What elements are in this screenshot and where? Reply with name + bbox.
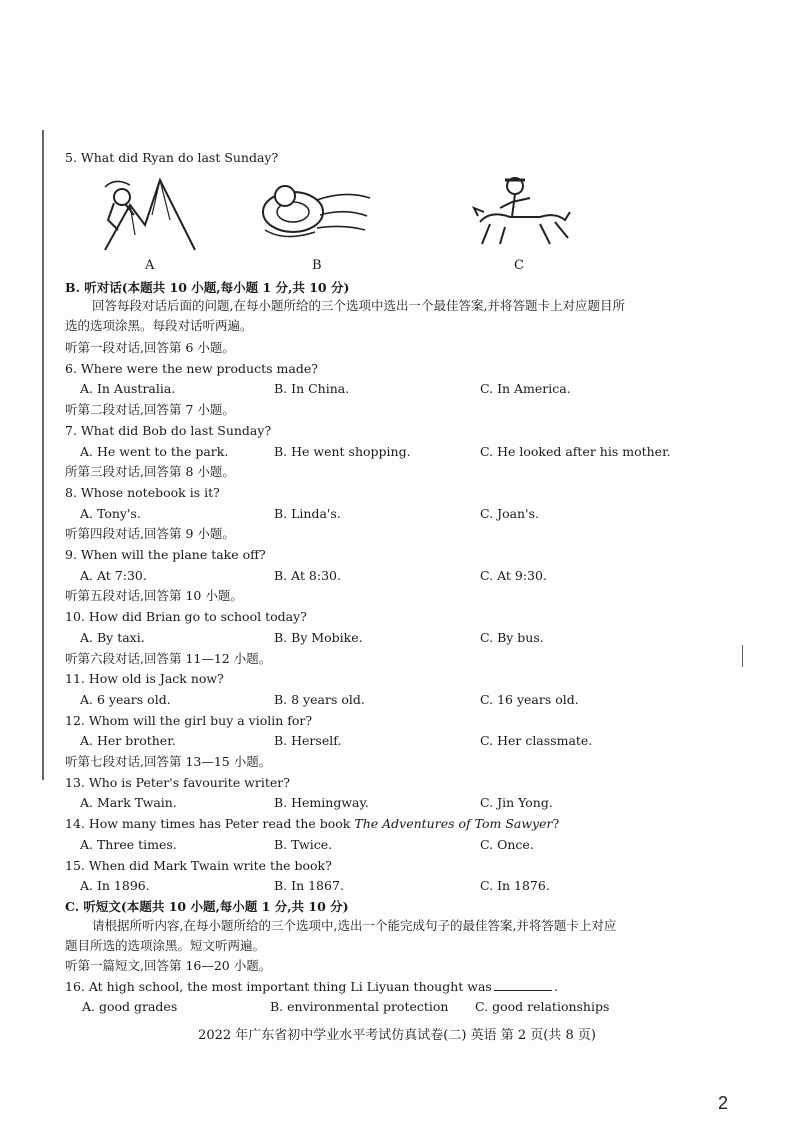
option-a: A. By taxi.: [80, 629, 145, 645]
option-a: A. good grades: [82, 999, 178, 1014]
option-a: A. He went to the park.: [80, 443, 229, 459]
option-a: A. Her brother.: [80, 733, 176, 749]
option-b: B. Linda's.: [274, 505, 341, 521]
option-c: C. 16 years old.: [480, 691, 579, 707]
option-b: B. Twice.: [274, 836, 333, 852]
section-c-heading: C. 听短文(本题共 10 小题,每小题 1 分,共 10 分): [65, 899, 349, 914]
question-14-text: 14. How many times has Peter read the book: [65, 816, 355, 832]
option-c: C. Joan's.: [480, 505, 539, 521]
option-a: A. In 1896.: [80, 878, 150, 894]
picture-label-b: B: [312, 258, 322, 273]
answer-blank: [494, 979, 552, 991]
direction-text: 听第六段对话,回答第 11—12 小题。: [65, 650, 272, 666]
option-b: B. In China.: [274, 381, 350, 397]
direction-text: 听第五段对话,回答第 10 小题。: [65, 588, 243, 604]
option-b: B. He went shopping.: [274, 443, 411, 459]
question-16-text: 16. At high school, the most important thing Li Liyuan thought was: [65, 979, 492, 994]
climbing-mountain-icon: [100, 175, 200, 255]
picture-label-c: C: [514, 258, 524, 273]
option-a: A. In Australia.: [80, 381, 176, 397]
direction-text: 听第一段对话,回答第 6 小题。: [65, 340, 235, 355]
section-b-instruction: 回答每段对话后面的问题,在每小题所给的三个选项中选出一个最佳答案,并将答题卡上对应题目所: [92, 298, 625, 313]
book-title: The Adventures of Tom Sawyer: [354, 816, 553, 832]
riding-horse-icon: [470, 172, 580, 252]
question-14: [65, 816, 559, 832]
question-text: 12. Whom will the girl buy a violin for?: [65, 712, 313, 728]
question-text: 11. How old is Jack now?: [65, 671, 224, 687]
question-text: 15. When did Mark Twain write the book?: [65, 857, 332, 873]
option-c: C. good relationships: [475, 999, 610, 1014]
option-c: C. He looked after his mother.: [480, 443, 671, 459]
question-14-suffix: ?: [552, 816, 560, 832]
section-c-instruction-cont: 题目所选的选项涂黑。短文听两遍。: [65, 938, 266, 953]
question-16-suffix: .: [553, 979, 558, 994]
right-margin-mark: [742, 645, 743, 667]
direction-text: 听第七段对话,回答第 13—15 小题。: [65, 754, 272, 769]
question-text: 8. Whose notebook is it?: [65, 484, 220, 500]
option-a: A. Three times.: [80, 836, 177, 852]
option-b: B. In 1867.: [274, 878, 344, 894]
option-c: C. Once.: [480, 836, 534, 852]
direction-text: 听第二段对话,回答第 7 小题。: [65, 402, 235, 418]
question-text: 9. When will the plane take off?: [65, 547, 266, 562]
question-5: 5. What did Ryan do last Sunday?: [65, 150, 279, 165]
option-a: A. At 7:30.: [80, 567, 147, 583]
question-text: 6. Where were the new products made?: [65, 360, 318, 376]
option-c: C. Her classmate.: [480, 733, 593, 749]
binding-margin-line: [42, 130, 44, 780]
direction-text: 所第三段对话,回答第 8 小题。: [65, 464, 235, 480]
option-a: A. Tony's.: [80, 505, 141, 521]
picture-label-a: A: [145, 258, 155, 273]
option-c: C. In 1876.: [480, 878, 550, 894]
option-b: B. environmental protection: [270, 999, 449, 1014]
option-a: A. 6 years old.: [80, 691, 171, 707]
option-b: B. By Mobike.: [274, 629, 363, 645]
question-text: 10. How did Brian go to school today?: [65, 609, 307, 625]
direction-text: 听第一篇短文,回答第 16—20 小题。: [65, 958, 272, 973]
option-b: B. At 8:30.: [274, 567, 341, 583]
question-text: 7. What did Bob do last Sunday?: [65, 422, 272, 438]
option-b: B. Hemingway.: [274, 795, 369, 811]
section-b-heading: B. 听对话(本题共 10 小题,每小题 1 分,共 10 分): [65, 280, 350, 295]
option-c: C. At 9:30.: [480, 567, 547, 583]
section-c-instruction: 请根据所听内容,在每小题所给的三个选项中,选出一个能完成句子的最佳答案,并将答题卡上对应: [92, 918, 617, 933]
page-number: 2: [718, 1093, 729, 1113]
question-16: [65, 979, 558, 995]
option-c: C. By bus.: [480, 629, 544, 645]
swimming-icon: [255, 180, 375, 245]
option-c: C. In America.: [480, 381, 571, 397]
option-a: A. Mark Twain.: [80, 795, 177, 811]
option-b: B. Herself.: [274, 733, 342, 749]
direction-text: 听第四段对话,回答第 9 小题。: [65, 526, 235, 542]
question-text: 13. Who is Peter's favourite writer?: [65, 774, 290, 790]
section-b-instruction-cont: 选的选项涂黑。每段对话听两遍。: [65, 318, 253, 333]
option-c: C. Jin Yong.: [480, 795, 553, 811]
page-footer: 2022 年广东省初中学业水平考试仿真试卷(二) 英语 第 2 页(共 8 页): [198, 1028, 596, 1043]
option-b: B. 8 years old.: [274, 691, 365, 707]
